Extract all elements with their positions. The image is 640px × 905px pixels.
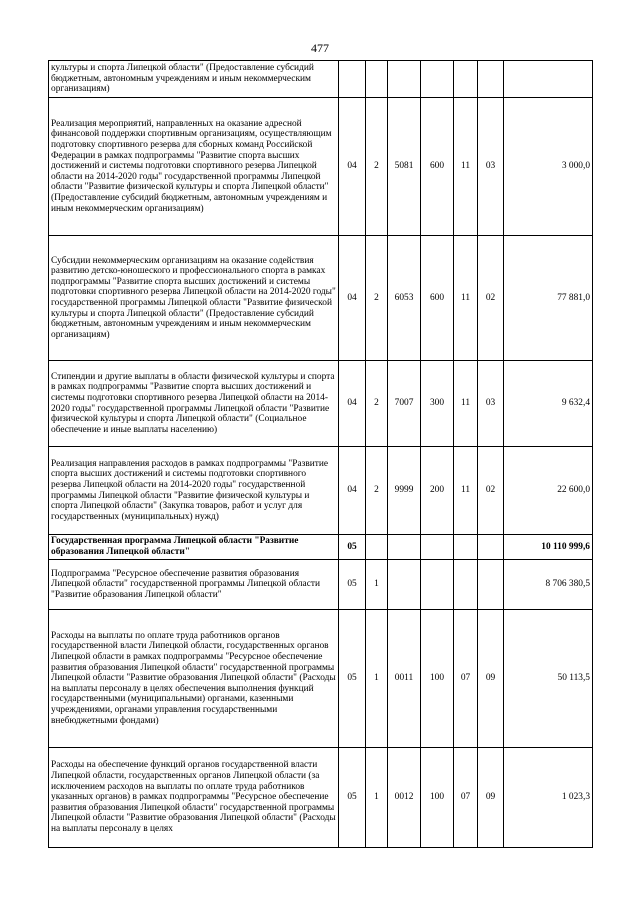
subsection-code-cell: 02 (478, 236, 504, 361)
subprogram-code-cell: 2 (366, 98, 388, 236)
amount-cell: 10 110 999,6 (504, 535, 593, 560)
section-code-cell: 11 (454, 236, 478, 361)
subprogram-code-cell: 1 (366, 610, 388, 748)
budget-table (48, 60, 593, 848)
program-code-cell: 05 (339, 748, 366, 848)
program-code-cell: 04 (339, 361, 366, 447)
subprogram-code-cell: 1 (366, 560, 388, 610)
direction-code-cell: 5081 (388, 98, 421, 236)
amount-cell (504, 61, 593, 98)
program-code-cell: 04 (339, 447, 366, 535)
row-name-cell: Стипендии и другие выплаты в области физической культуры и спорта в рамках подпрограммы "Развитие спорта высших достижений и системы подготовки спортивного резерва Липецкой области на 2014-2020 годы" государственной программы Липецкой области "Развитие физической культуры и спорта Липецкой области" (Социальное обеспечение и иные выплаты населению) (49, 361, 339, 447)
expense-type-cell: 600 (421, 236, 454, 361)
amount-cell: 50 113,5 (504, 610, 593, 748)
direction-code-cell: 6053 (388, 236, 421, 361)
table-row (49, 535, 593, 560)
row-name-cell: Субсидии некоммерческим организациям на оказание содействия развитию детско-юношеского и профессионального спорта в рамках подпрограммы "Развитие спорта высших достижений и системы подготовки спортивного резерва Липецкой области на 2014-2020 годы" государственной программы Липецкой области "Развитие физической культуры и спорта Липецкой области" (Предоставление субсидий бюджетным, автономным учреждениям и иным некоммерческим организациям) (49, 236, 339, 361)
program-code-cell (339, 61, 366, 98)
table-row (49, 61, 593, 98)
subsection-code-cell (478, 61, 504, 98)
row-name-cell: Подпрограмма "Ресурсное обеспечение развития образования Липецкой области" государственной программы Липецкой области "Развитие образования Липецкой области" (49, 560, 339, 610)
section-code-cell: 07 (454, 610, 478, 748)
subsection-code-cell: 09 (478, 610, 504, 748)
subsection-code-cell (478, 560, 504, 610)
expense-type-cell: 200 (421, 447, 454, 535)
amount-cell: 3 000,0 (504, 98, 593, 236)
section-code-cell (454, 61, 478, 98)
expense-type-cell (421, 61, 454, 98)
amount-cell: 77 881,0 (504, 236, 593, 361)
program-code-cell: 04 (339, 98, 366, 236)
program-code-cell: 04 (339, 236, 366, 361)
subsection-code-cell: 09 (478, 748, 504, 848)
direction-code-cell: 7007 (388, 361, 421, 447)
direction-code-cell: 0011 (388, 610, 421, 748)
section-code-cell (454, 535, 478, 560)
subprogram-code-cell (366, 535, 388, 560)
section-code-cell: 11 (454, 447, 478, 535)
table-row (49, 98, 593, 236)
direction-code-cell (388, 560, 421, 610)
row-name-cell: Расходы на выплаты по оплате труда работников органов государственной власти Липецкой области, государственных органов Липецкой области в рамках подпрограммы "Ресурсное обеспечение развития образования Липецкой области" государственной программы Липецкой области "Развитие образования Липецкой области" (Расходы на выплаты персоналу в целях обеспечения выполнения функций государственными (муниципальными) органами, казенными учреждениями, органами управления государственными внебюджетными фондами) (49, 610, 339, 748)
table-row (49, 560, 593, 610)
direction-code-cell (388, 535, 421, 560)
expense-type-cell: 100 (421, 748, 454, 848)
row-name-cell: Государственная программа Липецкой области "Развитие образования Липецкой области" (49, 535, 339, 560)
direction-code-cell (388, 61, 421, 98)
subprogram-code-cell: 2 (366, 361, 388, 447)
row-name-cell: Реализация направления расходов в рамках подпрограммы "Развитие спорта высших достижений и системы подготовки спортивного резерва Липецкой области на 2014-2020 годы" государственной программы Липецкой области "Развитие физической культуры и спорта Липецкой области" (Закупка товаров, работ и услуг для государственных (муниципальных) нужд) (49, 447, 339, 535)
row-name-cell: Расходы на обеспечение функций органов государственной власти Липецкой области, государственных органов Липецкой области (за исключением расходов на выплаты по оплате труда работников указанных органов) в рамках подпрограммы "Ресурсное обеспечение развития образования Липецкой области" государственной программы Липецкой области "Развитие образования Липецкой области" (Расходы на выплаты персоналу в целях (49, 748, 339, 848)
expense-type-cell: 300 (421, 361, 454, 447)
table-row (49, 748, 593, 848)
amount-cell: 1 023,3 (504, 748, 593, 848)
subsection-code-cell: 03 (478, 98, 504, 236)
direction-code-cell: 0012 (388, 748, 421, 848)
direction-code-cell: 9999 (388, 447, 421, 535)
expense-type-cell (421, 535, 454, 560)
table-row (49, 447, 593, 535)
subprogram-code-cell (366, 61, 388, 98)
section-code-cell: 11 (454, 98, 478, 236)
expense-type-cell: 600 (421, 98, 454, 236)
program-code-cell: 05 (339, 535, 366, 560)
subsection-code-cell: 03 (478, 361, 504, 447)
section-code-cell: 11 (454, 361, 478, 447)
subsection-code-cell (478, 535, 504, 560)
table-row (49, 361, 593, 447)
page-number: 477 (311, 41, 329, 55)
subprogram-code-cell: 2 (366, 447, 388, 535)
section-code-cell (454, 560, 478, 610)
program-code-cell: 05 (339, 610, 366, 748)
amount-cell: 8 706 380,5 (504, 560, 593, 610)
expense-type-cell: 100 (421, 610, 454, 748)
subprogram-code-cell: 1 (366, 748, 388, 848)
program-code-cell: 05 (339, 560, 366, 610)
section-code-cell: 07 (454, 748, 478, 848)
table-row (49, 610, 593, 748)
row-name-cell: Реализация мероприятий, направленных на оказание адресной финансовой поддержки спортивным организациям, осуществляющим подготовку спортивного резерва для сборных команд Российской Федерации в рамках подпрограммы "Развитие спорта высших достижений и системы подготовки спортивного резерва Липецкой области на 2014-2020 годы" государственной программы Липецкой области "Развитие физической культуры и спорта Липецкой области" (Предоставление субсидий бюджетным, автономным учреждениям и иным некоммерческим организациям) (49, 98, 339, 236)
amount-cell: 9 632,4 (504, 361, 593, 447)
table-row (49, 236, 593, 361)
expense-type-cell (421, 560, 454, 610)
subprogram-code-cell: 2 (366, 236, 388, 361)
amount-cell: 22 600,0 (504, 447, 593, 535)
row-name-cell: культуры и спорта Липецкой области" (Предоставление субсидий бюджетным, автономным учреждениям и иным некоммерческим организациям) (49, 61, 339, 98)
subsection-code-cell: 02 (478, 447, 504, 535)
